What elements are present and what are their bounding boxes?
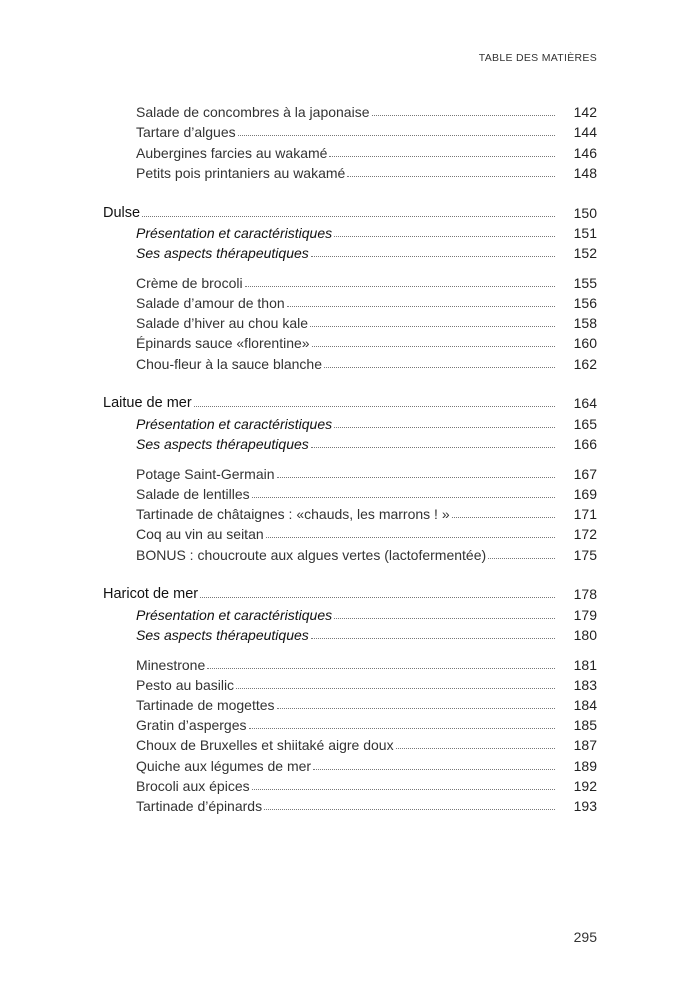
entry-title: Petits pois printaniers au wakamé — [136, 164, 346, 181]
dot-leader — [252, 497, 555, 498]
section-title: Laitue de mer — [103, 395, 192, 412]
entry-page: 165 — [573, 415, 597, 432]
toc-recipe-entry[interactable] — [103, 161, 597, 181]
dot-leader — [277, 708, 555, 709]
dot-leader — [311, 638, 555, 639]
entry-page: 192 — [573, 777, 597, 794]
entry-page: 164 — [573, 395, 597, 412]
entry-page: 184 — [573, 697, 597, 714]
dot-leader — [311, 447, 555, 448]
entry-title: Ses aspects thérapeutiques — [136, 626, 309, 643]
entry-title: Brocoli aux épices — [136, 777, 250, 794]
toc-recipe-entry[interactable] — [103, 120, 597, 140]
entry-page: 175 — [573, 546, 597, 563]
toc-subsection-entry[interactable] — [103, 623, 597, 643]
entry-page: 181 — [573, 656, 597, 673]
toc-recipe-entry[interactable] — [103, 140, 597, 160]
entry-title: Quiche aux légumes de mer — [136, 757, 312, 774]
entry-title: Présentation et caractéristiques — [136, 606, 333, 623]
toc-recipe-entry[interactable] — [103, 502, 597, 522]
toc-recipe-entry[interactable] — [103, 351, 597, 371]
entry-title: Choux de Bruxelles et shiitaké aigre doux — [136, 737, 394, 754]
toc-recipe-entry[interactable] — [103, 311, 597, 331]
dot-leader — [452, 517, 555, 518]
entry-page: 171 — [573, 506, 597, 523]
toc-recipe-entry[interactable] — [103, 733, 597, 753]
toc-section-entry[interactable] — [103, 200, 597, 220]
toc-recipe-entry[interactable] — [103, 652, 597, 672]
toc-subsection-entry[interactable] — [103, 602, 597, 622]
entry-page: 166 — [573, 435, 597, 452]
dot-leader — [236, 688, 555, 689]
entry-page: 172 — [573, 526, 597, 543]
toc-recipe-entry[interactable] — [103, 693, 597, 713]
entry-page: 142 — [573, 104, 597, 121]
entry-title: Minestrone — [136, 656, 206, 673]
toc-recipe-entry[interactable] — [103, 271, 597, 291]
entry-title: Crème de brocoli — [136, 274, 243, 291]
toc-recipe-entry[interactable] — [103, 462, 597, 482]
toc-subsection-entry[interactable] — [103, 241, 597, 261]
entry-page: 146 — [573, 144, 597, 161]
entry-title: Gratin d’asperges — [136, 717, 247, 734]
entry-title: Présentation et caractéristiques — [136, 415, 333, 432]
dot-leader — [142, 216, 555, 217]
entry-title: Épinards sauce «florentine» — [136, 335, 310, 352]
dot-leader — [194, 406, 555, 407]
entry-page: 150 — [573, 204, 597, 221]
entry-title: Ses aspects thérapeutiques — [136, 435, 309, 452]
dot-leader — [310, 326, 555, 327]
entry-page: 178 — [573, 586, 597, 603]
entry-page: 189 — [573, 757, 597, 774]
entry-page: 148 — [573, 164, 597, 181]
toc-recipe-entry[interactable] — [103, 522, 597, 542]
entry-title: Tartinade de châtaignes : «chauds, les marrons ! » — [136, 506, 450, 523]
entry-title: Présentation et caractéristiques — [136, 224, 333, 241]
entry-title: Salade d’hiver au chou kale — [136, 315, 309, 332]
entry-title: Tartinade de mogettes — [136, 697, 275, 714]
entry-title: Tartare d’algues — [136, 124, 236, 141]
toc-recipe-entry[interactable] — [103, 774, 597, 794]
entry-page: 185 — [573, 717, 597, 734]
page-number: 295 — [573, 929, 597, 945]
dot-leader — [372, 115, 556, 116]
dot-leader — [396, 748, 555, 749]
toc-recipe-entry[interactable] — [103, 713, 597, 733]
toc-recipe-entry[interactable] — [103, 542, 597, 562]
entry-page: 152 — [573, 244, 597, 261]
dot-leader — [277, 477, 555, 478]
entry-title: Tartinade d’épinards — [136, 797, 263, 814]
entry-page: 155 — [573, 274, 597, 291]
dot-leader — [324, 367, 555, 368]
entry-page: 144 — [573, 124, 597, 141]
entry-page: 180 — [573, 626, 597, 643]
entry-page: 156 — [573, 295, 597, 312]
section-title: Haricot de mer — [103, 586, 199, 603]
dot-leader — [329, 156, 555, 157]
entry-page: 151 — [573, 224, 597, 241]
dot-leader — [311, 256, 555, 257]
entry-page: 169 — [573, 485, 597, 502]
entry-page: 162 — [573, 355, 597, 372]
entry-page: 167 — [573, 465, 597, 482]
running-head: TABLE DES MATIÈRES — [478, 52, 597, 64]
entry-title: Aubergines farcies au wakamé — [136, 144, 328, 161]
dot-leader — [266, 537, 555, 538]
entry-title: Ses aspects thérapeutiques — [136, 244, 309, 261]
dot-leader — [334, 427, 555, 428]
toc-recipe-entry[interactable] — [103, 100, 597, 120]
toc-subsection-entry[interactable] — [103, 432, 597, 452]
dot-leader — [312, 346, 555, 347]
toc-recipe-entry[interactable] — [103, 291, 597, 311]
toc-recipe-entry[interactable] — [103, 482, 597, 502]
dot-leader — [249, 728, 555, 729]
entry-page: 179 — [573, 606, 597, 623]
toc-recipe-entry[interactable] — [103, 794, 597, 814]
entry-title: Salade de concombres à la japonaise — [136, 104, 370, 121]
dot-leader — [334, 236, 555, 237]
toc-recipe-entry[interactable] — [103, 673, 597, 693]
toc-recipe-entry[interactable] — [103, 753, 597, 773]
dot-leader — [488, 558, 555, 559]
dot-leader — [245, 286, 555, 287]
entry-title: Salade de lentilles — [136, 485, 250, 502]
dot-leader — [200, 597, 555, 598]
dot-leader — [238, 135, 555, 136]
dot-leader — [347, 176, 555, 177]
entry-page: 187 — [573, 737, 597, 754]
toc-section-entry[interactable] — [103, 391, 597, 411]
entry-page: 160 — [573, 335, 597, 352]
entry-title: Salade d’amour de thon — [136, 295, 285, 312]
entry-title: Potage Saint-Germain — [136, 465, 275, 482]
entry-title: Pesto au basilic — [136, 676, 235, 693]
dot-leader — [264, 809, 555, 810]
dot-leader — [287, 306, 555, 307]
entry-page: 158 — [573, 315, 597, 332]
entry-title: Coq au vin au seitan — [136, 526, 264, 543]
toc-recipe-entry[interactable] — [103, 331, 597, 351]
toc-subsection-entry[interactable] — [103, 221, 597, 241]
dot-leader — [313, 769, 555, 770]
dot-leader — [334, 618, 555, 619]
table-of-contents — [103, 100, 597, 814]
section-title: Dulse — [103, 204, 141, 221]
toc-subsection-entry[interactable] — [103, 411, 597, 431]
entry-title: Chou-fleur à la sauce blanche — [136, 355, 323, 372]
entry-page: 193 — [573, 797, 597, 814]
dot-leader — [207, 668, 555, 669]
entry-title: BONUS : choucroute aux algues vertes (lactofermentée) — [136, 546, 487, 563]
entry-page: 183 — [573, 676, 597, 693]
toc-section-entry[interactable] — [103, 582, 597, 602]
dot-leader — [252, 789, 555, 790]
